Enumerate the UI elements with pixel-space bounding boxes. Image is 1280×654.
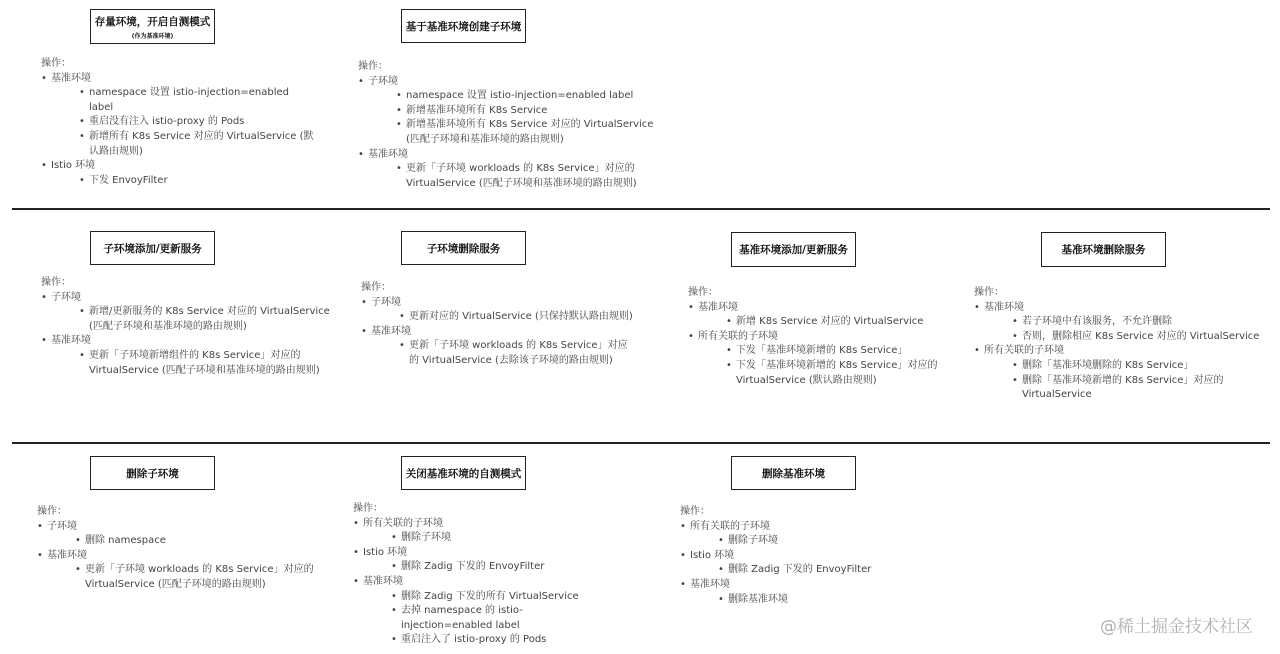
card-title-box bbox=[90, 456, 215, 490]
card-title-box bbox=[401, 9, 526, 43]
operations-label: 操作： bbox=[41, 58, 71, 69]
card-title-box bbox=[401, 231, 526, 265]
group-item bbox=[690, 549, 940, 578]
group-item bbox=[690, 578, 940, 607]
group-label: 基准环境 bbox=[47, 549, 87, 561]
operations-label: 操作： bbox=[353, 503, 383, 514]
group-item bbox=[51, 72, 316, 160]
list-item: • 下发 EnvoyFilter bbox=[89, 174, 316, 189]
list-item: • 删除子环境 bbox=[728, 534, 940, 549]
card-title-box bbox=[90, 9, 215, 44]
list-item: • 删除「基准环境删除的 K8s Service」 bbox=[1022, 359, 1264, 374]
card-operations bbox=[974, 286, 1264, 403]
group-item bbox=[984, 301, 1264, 345]
group-item bbox=[51, 159, 316, 188]
group-label: Istio 环境 bbox=[51, 160, 96, 172]
group-label: 基准环境 bbox=[51, 335, 91, 347]
card-operations bbox=[41, 57, 316, 188]
card-title: 基准环境删除服务 bbox=[1061, 244, 1146, 256]
card-operations bbox=[680, 505, 940, 607]
group-label: 基准环境 bbox=[371, 325, 411, 337]
group-item bbox=[984, 344, 1264, 402]
card-title-box bbox=[401, 456, 526, 490]
card-subtitle: (作为基准环境) bbox=[131, 32, 174, 40]
list-item: • 更新「子环境新增组件的 K8s Service」对应的 VirtualService (匹配子环境和基准环境的路由规则) bbox=[89, 349, 341, 378]
list-item: • 新增/更新服务的 K8s Service 对应的 VirtualService (匹配子环境和基准环境的路由规则) bbox=[89, 305, 341, 334]
operations-label: 操作： bbox=[680, 506, 710, 517]
list-item: • 新增基准环境所有 K8s Service 对应的 VirtualService (匹配子环境和基准环境的路由规则) bbox=[406, 118, 668, 147]
group-item bbox=[368, 75, 668, 148]
list-item: • 更新「子环境 workloads 的 K8s Service」对应的 VirtualService (匹配子环境和基准环境的路由规则) bbox=[406, 162, 668, 191]
group-label: 所有关联的子环境 bbox=[984, 345, 1064, 357]
card-title: 基准环境添加/更新服务 bbox=[739, 244, 848, 256]
operations-label: 操作： bbox=[37, 506, 67, 517]
group-label: 所有关联的子环境 bbox=[690, 520, 770, 532]
group-label: 所有关联的子环境 bbox=[698, 330, 778, 342]
list-item: • 删除子环境 bbox=[401, 531, 613, 546]
card-title-box bbox=[731, 232, 856, 267]
operations-label: 操作： bbox=[974, 287, 1004, 298]
list-item: • 下发「基准环境新增的 K8s Service」对应的 VirtualService (默认路由规则) bbox=[736, 359, 948, 388]
group-item bbox=[51, 291, 341, 335]
group-label: 基准环境 bbox=[698, 301, 738, 313]
list-item: • 更新「子环境 workloads 的 K8s Service」对应的 VirtualService (去除该子环境的路由规则) bbox=[409, 339, 636, 368]
group-item bbox=[51, 334, 341, 378]
group-label: 子环境 bbox=[51, 291, 81, 303]
group-label: 基准环境 bbox=[51, 72, 91, 84]
card-title: 子环境添加/更新服务 bbox=[103, 242, 202, 255]
group-item bbox=[368, 148, 668, 192]
group-item bbox=[363, 517, 613, 546]
card-title: 存量环境，开启自测模式 bbox=[94, 15, 211, 28]
list-item: • 删除 Zadig 下发的 EnvoyFilter bbox=[728, 563, 940, 578]
list-item: • 重启没有注入 istio-proxy 的 Pods bbox=[89, 115, 316, 130]
card-operations bbox=[358, 60, 668, 191]
row-divider bbox=[12, 442, 1270, 444]
group-item bbox=[690, 520, 940, 549]
list-item: • 新增 K8s Service 对应的 VirtualService bbox=[736, 315, 948, 330]
group-label: Istio 环境 bbox=[690, 549, 735, 561]
group-item bbox=[371, 325, 636, 369]
group-item bbox=[47, 520, 327, 549]
list-item: • 若子环境中有该服务，不允许删除 bbox=[1022, 315, 1264, 330]
list-item: • 删除 Zadig 下发的 EnvoyFilter bbox=[401, 560, 613, 575]
group-label: 基准环境 bbox=[984, 301, 1024, 313]
list-item: • 去掉 namespace 的 istio-injection=enabled label bbox=[401, 604, 613, 633]
card-title-box bbox=[1041, 232, 1166, 267]
watermark: @稀土掘金技术社区 bbox=[1100, 617, 1253, 637]
list-item: • namespace 设置 istio-injection=enabled label bbox=[89, 86, 316, 115]
list-item: • 否则，删除相应 K8s Service 对应的 VirtualService bbox=[1022, 330, 1264, 345]
operations-label: 操作： bbox=[358, 61, 388, 72]
group-item bbox=[363, 575, 613, 648]
operations-label: 操作： bbox=[41, 277, 71, 288]
group-label: 子环境 bbox=[368, 75, 398, 87]
card-operations bbox=[37, 505, 327, 593]
list-item: • 下发「基准环境新增的 K8s Service」 bbox=[736, 344, 948, 359]
card-operations bbox=[688, 286, 948, 388]
group-label: 基准环境 bbox=[363, 575, 403, 587]
group-item bbox=[371, 296, 636, 325]
card-operations bbox=[361, 281, 636, 369]
card-title-box bbox=[731, 456, 856, 490]
card-title-box bbox=[90, 231, 215, 265]
group-label: 子环境 bbox=[47, 520, 77, 532]
operations-label: 操作： bbox=[688, 287, 718, 298]
card-title: 删除基准环境 bbox=[762, 467, 825, 480]
list-item: • 删除 Zadig 下发的所有 VirtualService bbox=[401, 590, 613, 605]
list-item: • 删除 namespace bbox=[85, 534, 327, 549]
group-label: 子环境 bbox=[371, 296, 401, 308]
card-operations bbox=[41, 276, 341, 378]
card-title: 子环境删除服务 bbox=[426, 242, 501, 255]
list-item: • 更新对应的 VirtualService (只保持默认路由规则) bbox=[409, 310, 636, 325]
list-item: • namespace 设置 istio-injection=enabled label bbox=[406, 89, 668, 104]
list-item: • 重启注入了 istio-proxy 的 Pods bbox=[401, 633, 613, 648]
group-label: 所有关联的子环境 bbox=[363, 517, 443, 529]
row-divider bbox=[12, 208, 1270, 210]
list-item: • 更新「子环境 workloads 的 K8s Service」对应的 VirtualService (匹配子环境的路由规则) bbox=[85, 563, 327, 592]
card-title: 关闭基准环境的自测模式 bbox=[405, 467, 522, 480]
group-item bbox=[363, 546, 613, 575]
card-operations bbox=[353, 502, 613, 648]
group-label: Istio 环境 bbox=[363, 546, 408, 558]
operations-label: 操作： bbox=[361, 282, 391, 293]
list-item: • 删除基准环境 bbox=[728, 593, 940, 608]
card-title: 基于基准环境创建子环境 bbox=[405, 20, 522, 33]
group-label: 基准环境 bbox=[690, 578, 730, 590]
group-label: 基准环境 bbox=[368, 148, 408, 160]
group-item bbox=[47, 549, 327, 593]
list-item: • 删除「基准环境新增的 K8s Service」对应的 VirtualService bbox=[1022, 374, 1264, 403]
list-item: • 新增所有 K8s Service 对应的 VirtualService (默认路由规则) bbox=[89, 130, 316, 159]
group-item bbox=[698, 330, 948, 388]
group-item bbox=[698, 301, 948, 330]
card-title: 删除子环境 bbox=[126, 467, 179, 480]
list-item: • 新增基准环境所有 K8s Service bbox=[406, 104, 668, 119]
